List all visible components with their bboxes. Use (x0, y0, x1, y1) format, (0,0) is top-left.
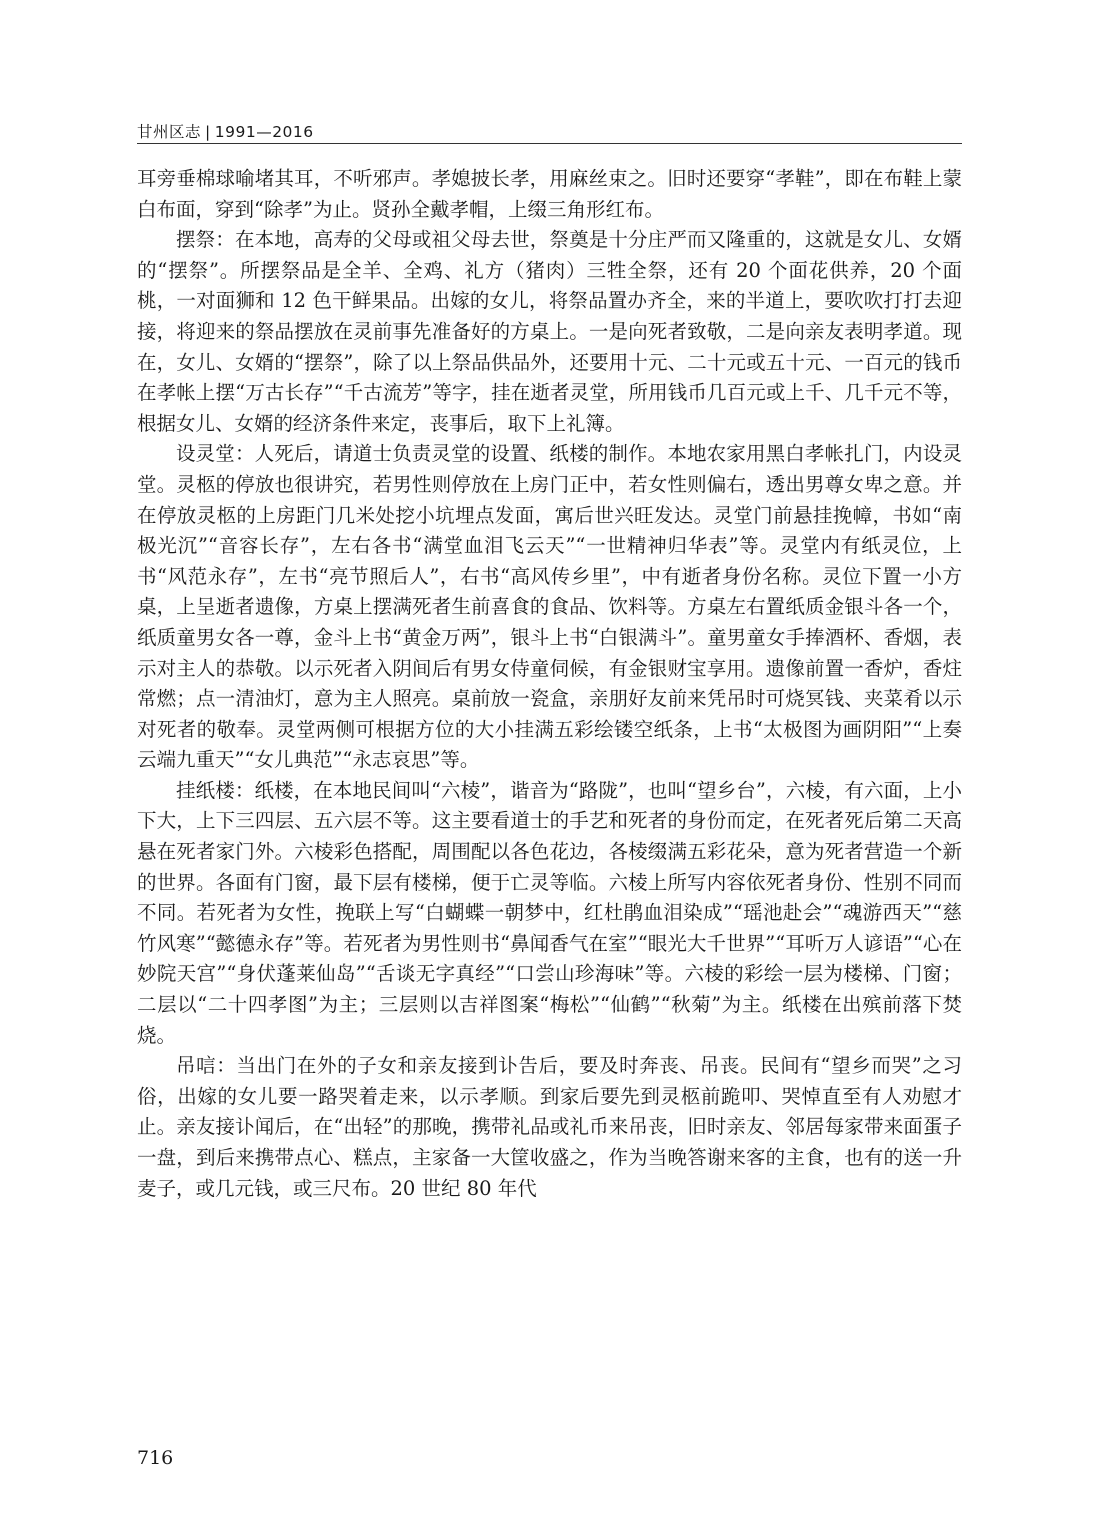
book-title: 甘州区志 (137, 123, 202, 141)
header-separator: | (205, 123, 211, 141)
paragraph-continued: 耳旁垂棉球喻堵其耳，不听邪声。孝媳披长孝，用麻丝束之。旧时还要穿“孝鞋”，即在布鞋上蒙白布面，穿到“除孝”为止。贤孙全戴孝帽，上缀三角形红布。 (137, 167, 962, 221)
page-number: 716 (137, 1447, 174, 1469)
paragraph-shelingtang: 设灵堂：人死后，请道士负责灵堂的设置、纸楼的制作。本地农家用黑白孝帐扎门，内设灵堂。灵柩的停放也很讲究，若男性则停放在上房门正中，若女性则偏右，透出男尊女卑之意。并在停放灵柩的上房距门几米处挖小坑埋点发面，寓后世兴旺发达。灵堂门前悬挂挽幛，书如“南极光沉”“音容长存”，左右各书“满堂血泪飞云天”“一世精神归华表”等。灵堂内有纸灵位，上书“风范永存”，左书“亮节照后人”，右书“高风传乡里”，中有逝者身份名称。灵位下置一小方桌，上呈逝者遗像，方桌上摆满死者生前喜食的食品、饮料等。方桌左右置纸质金银斗各一个，纸质童男女各一尊，金斗上书“黄金万两”，银斗上书“白银满斗”。童男童女手捧酒杯、香烟，表示对主人的恭敬。以示死者入阴间后有男女侍童伺候，有金银财宝享用。遗像前置一香炉，香炷常燃；点一清油灯，意为主人照亮。桌前放一瓷盒，亲朋好友前来凭吊时可烧冥钱、夹菜肴以示对死者的敬奉。灵堂两侧可根据方位的大小挂满五彩绘镂空纸条，上书“太极图为画阴阳”“上奏云端九重天”“女儿典范”“永志哀思”等。 (137, 442, 962, 772)
running-header (137, 120, 314, 142)
header-period: 1991—2016 (214, 123, 314, 141)
header-rule (137, 143, 962, 144)
paragraph-diaoyan: 吊唁：当出门在外的子女和亲友接到讣告后，要及时奔丧、吊丧。民间有“望乡而哭”之习俗，出嫁的女儿要一路哭着走来，以示孝顺。到家后要先到灵柩前跪叩、哭悼直至有人劝慰才止。亲友接讣闻后，在“出轻”的那晚，携带礼品或礼币来吊丧，旧时亲友、邻居每家带来面蛋子一盘，到后来携带点心、糕点，主家备一大筐收盛之，作为当晚答谢来客的主食，也有的送一升麦子，或几元钱，或三尺布。20 世纪 80 年代 (137, 1054, 962, 1200)
paragraph-guazhilou: 挂纸楼：纸楼，在本地民间叫“六棱”，谐音为“路陇”，也叫“望乡台”，六棱，有六面，上小下大，上下三四层、五六层不等。这主要看道士的手艺和死者的身份而定，在死者死后第二天高悬在死者家门外。六棱彩色搭配，周围配以各色花边，各棱缀满五彩花朵，意为死者营造一个新的世界。各面有门窗，最下层有楼梯，便于亡灵等临。六棱上所写内容依死者身份、性别不同而不同。若死者为女性，挽联上写“白蝴蝶一朝梦中，红杜鹃血泪染成”“瑶池赴会”“魂游西天”“慈竹风寒”“懿德永存”等。若死者为男性则书“鼻闻香气在室”“眼光大千世界”“耳听万人谚语”“心在妙院天宫”“身伏蓬莱仙岛”“舌谈无字真经”“口尝山珍海味”等。六棱的彩绘一层为楼梯、门窗；二层以“二十四孝图”为主；三层则以吉祥图案“梅松”“仙鹤”“秋菊”为主。纸楼在出殡前落下焚烧。 (137, 778, 962, 1047)
paragraph-baiji: 摆祭：在本地，高寿的父母或祖父母去世，祭奠是十分庄严而又隆重的，这就是女儿、女婿的“摆祭”。所摆祭品是全羊、全鸡、礼方（猪肉）三牲全祭，还有 20 个面花供养，20 个面桃，一对面狮和 12 色干鲜果品。出嫁的女儿，将祭品置办齐全，来的半道上，要吹吹打打去迎接，将迎来的祭品摆放在灵前事先准备好的方桌上。一是向死者致敬，二是向亲友表明孝道。现在，女儿、女婿的“摆祭”，除了以上祭品供品外，还要用十元、二十元或五十元、一百元的钱币在孝帐上摆“万古长存”“千古流芳”等字，挂在逝者灵堂，所用钱币几百元或上千、几千元不等，根据女儿、女婿的经济条件来定，丧事后，取下上礼簿。 (137, 228, 962, 435)
body-text (137, 164, 962, 1204)
